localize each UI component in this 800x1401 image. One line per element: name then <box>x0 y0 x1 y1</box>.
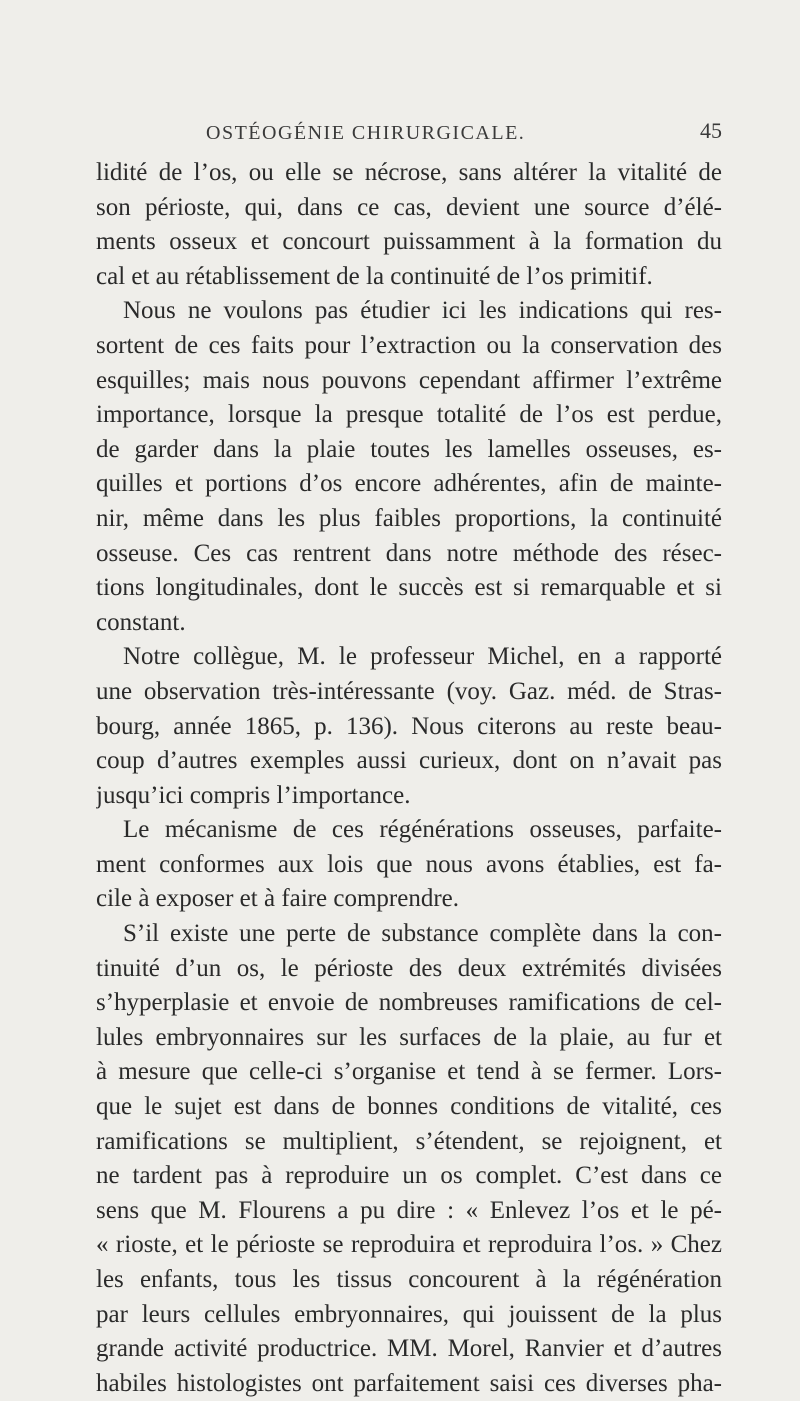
text-line: quilles et portions d’os encore adhérentes, afin de mainte- <box>96 470 722 498</box>
body-text <box>96 156 722 1401</box>
text-line: à mesure que celle-ci s’organise et tend à se fermer. Lors- <box>96 1058 722 1086</box>
text-line: coup d’autres exemples aussi curieux, dont on n’avait pas <box>96 747 722 775</box>
page-number: 45 <box>700 118 722 143</box>
text-line: Nous ne voulons pas étudier ici les indications qui res- <box>123 297 722 325</box>
text-line: sens que M. Flourens a pu dire : « Enlevez l’os et le pé- <box>96 1196 722 1224</box>
text-line: lules embryonnaires sur les surfaces de la plaie, au fur et <box>96 1023 722 1051</box>
text-line: ment conformes aux lois que nous avons établies, est fa- <box>96 850 722 878</box>
text-line: par leurs cellules embryonnaires, qui jouissent de la plus <box>96 1300 722 1328</box>
text-line: grande activité productrice. MM. Morel, Ranvier et d’autres <box>96 1335 722 1363</box>
text-line: S’il existe une perte de substance complète dans la con- <box>123 920 722 948</box>
running-head: OSTÉOGÉNIE CHIRURGICALE. <box>206 122 526 144</box>
text-line: bourg, année 1865, p. 136). Nous citerons au reste beau- <box>96 712 722 740</box>
text-line: s’hyperplasie et envoie de nombreuses ramifications de cel- <box>96 989 722 1017</box>
text-line: les enfants, tous les tissus concourent à la régénération <box>96 1266 722 1293</box>
text-line: tions longitudinales, dont le succès est si remarquable et si <box>96 574 722 602</box>
text-line: habiles histologistes ont parfaitement saisi ces diverses pha- <box>96 1369 722 1397</box>
text-line: ramifications se multiplient, s’étendent, se rejoignent, et <box>96 1127 722 1155</box>
text-line: de garder dans la plaie toutes les lamelles osseuses, es- <box>96 435 722 463</box>
text-line: Le mécanisme de ces régénérations osseuses, parfaite- <box>123 816 722 844</box>
text-line: que le sujet est dans de bonnes conditions de vitalité, ces <box>96 1093 722 1121</box>
text-line: ments osseux et concourt puissamment à la formation du <box>96 228 722 256</box>
text-line: osseuse. Ces cas rentrent dans notre méthode des résec- <box>96 539 722 567</box>
text-line: « rioste, et le périoste se reproduira et reproduira l’os. » Chez <box>96 1231 722 1259</box>
text-line: cal et au rétablissement de la continuité de l’os primitif. <box>96 262 653 290</box>
text-line: sortent de ces faits pour l’extraction ou la conservation des <box>96 331 722 359</box>
text-line: esquilles; mais nous pouvons cependant affirmer l’extrême <box>96 366 722 394</box>
text-line: une observation très-intéressante (voy. Gaz. méd. de Stras- <box>96 677 722 705</box>
text-line: son périoste, qui, dans ce cas, devient une source d’élé- <box>96 193 722 221</box>
text-line: tinuité d’un os, le périoste des deux extrémités divisées <box>96 954 722 982</box>
text-line: Notre collègue, M. le professeur Michel, en a rapporté <box>123 643 722 671</box>
text-line: ne tardent pas à reproduire un os complet. C’est dans ce <box>96 1162 722 1190</box>
text-line: jusqu’ici compris l’importance. <box>96 781 411 809</box>
text-line: cile à exposer et à faire comprendre. <box>96 885 459 913</box>
page-header <box>206 118 722 152</box>
text-line: importance, lorsque la presque totalité de l’os est perdue, <box>96 401 722 429</box>
text-line: constant. <box>96 608 186 636</box>
text-line: nir, même dans les plus faibles proportions, la continuité <box>96 504 722 532</box>
text-line: lidité de l’os, ou elle se nécrose, sans altérer la vitalité de <box>96 159 722 186</box>
